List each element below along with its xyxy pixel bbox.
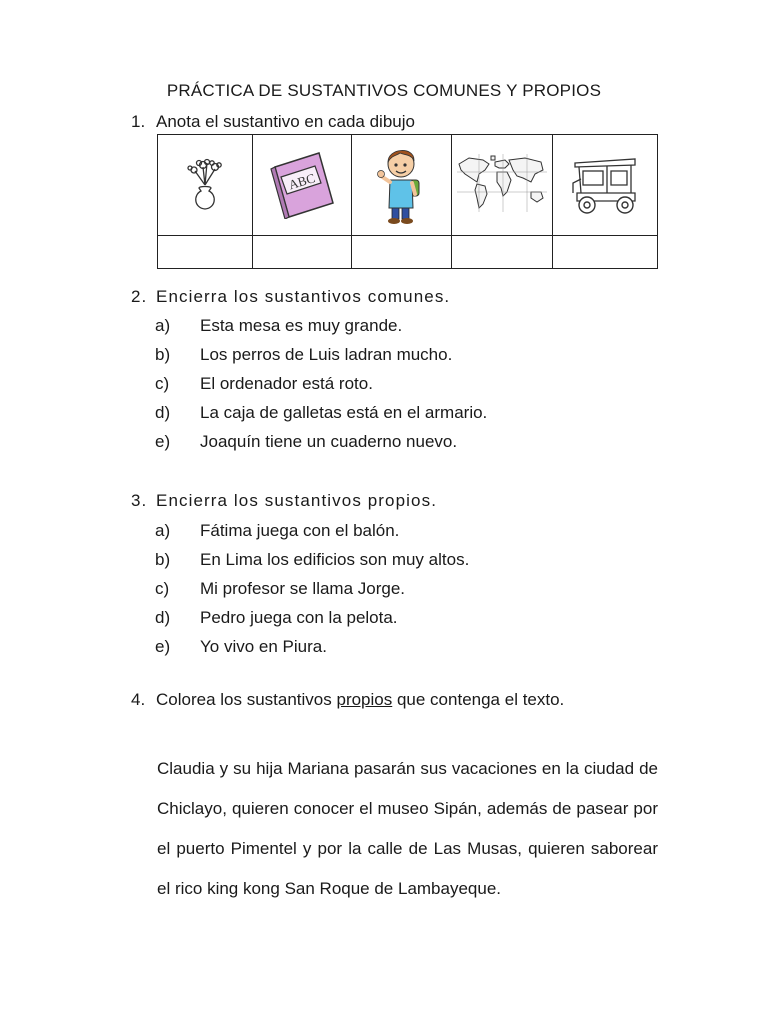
world-map-icon [455, 201, 549, 218]
picture-cell [253, 135, 352, 236]
mototaxi-icon [569, 204, 641, 221]
section-4-heading-after: que contenga el texto. [392, 690, 565, 709]
item-letter: e) [155, 637, 171, 656]
answer-cell[interactable] [352, 236, 452, 269]
answer-cell[interactable] [452, 236, 553, 269]
section-3-heading [131, 491, 437, 511]
item-sentence: Pedro juega con la pelota. [200, 608, 398, 627]
item-letter: b) [155, 550, 171, 569]
item-sentence: Mi profesor se llama Jorge. [200, 579, 406, 598]
answer-cell[interactable] [553, 236, 658, 269]
section-1-number: 1. [131, 112, 146, 131]
item-sentence: El ordenador está roto. [200, 374, 373, 393]
section-4-number: 4. [131, 690, 146, 709]
item-sentence: Joaquín tiene un cuaderno nuevo. [200, 432, 458, 451]
item-sentence: En Lima los edificios son muy altos. [200, 550, 470, 569]
answer-row [158, 236, 658, 269]
item-letter: c) [155, 579, 170, 598]
section-1-heading [131, 112, 415, 132]
item-letter: d) [155, 608, 171, 627]
picture-cell [553, 135, 658, 236]
item-sentence: La caja de galletas está en el armario. [200, 403, 488, 422]
story-paragraph: Claudia y su hija Mariana pasarán sus vacaciones en la ciudad de Chiclayo, quieren conocer el museo Sipán, además de pasear por el puerto Pimentel y por la calle de Las Musas, quieren saborear el rico king kong San Roque de Lambayeque. [157, 759, 658, 898]
picture-table [157, 134, 658, 269]
item-sentence: Fátima juega con el balón. [200, 521, 400, 540]
page-title: PRÁCTICA DE SUSTANTIVOS COMUNES Y PROPIOS [166, 81, 602, 100]
answer-cell[interactable] [158, 236, 253, 269]
picture-row [158, 135, 658, 236]
item-sentence: Esta mesa es muy grande. [200, 316, 403, 335]
item-letter: e) [155, 432, 171, 451]
section-2-heading [131, 287, 450, 307]
section-2-heading-text: Encierra los sustantivos comunes. [156, 287, 451, 306]
item-letter: d) [155, 403, 171, 422]
picture-cell [352, 135, 452, 236]
section-3-number: 3. [131, 491, 148, 510]
item-letter: c) [155, 374, 170, 393]
item-letter: b) [155, 345, 171, 364]
schoolboy-icon [376, 211, 428, 228]
section-3-heading-text: Encierra los sustantivos propios. [156, 491, 438, 510]
item-letter: a) [155, 316, 171, 335]
item-sentence: Yo vivo en Piura. [200, 637, 327, 656]
flower-vase-icon [183, 200, 227, 217]
picture-cell [452, 135, 553, 236]
abc-book-icon [267, 169, 337, 223]
section-4-heading-before: Colorea los sustantivos [156, 690, 337, 709]
section-4-heading-underlined: propios [336, 690, 393, 709]
section-1-heading-text: Anota el sustantivo en cada dibujo [156, 112, 415, 131]
picture-cell [158, 135, 253, 236]
section-2-number: 2. [131, 287, 148, 306]
item-sentence: Los perros de Luis ladran mucho. [200, 345, 453, 364]
answer-cell[interactable] [253, 236, 352, 269]
book-label: ABC [286, 169, 317, 192]
section-4-heading [131, 690, 564, 710]
item-letter: a) [155, 521, 171, 540]
